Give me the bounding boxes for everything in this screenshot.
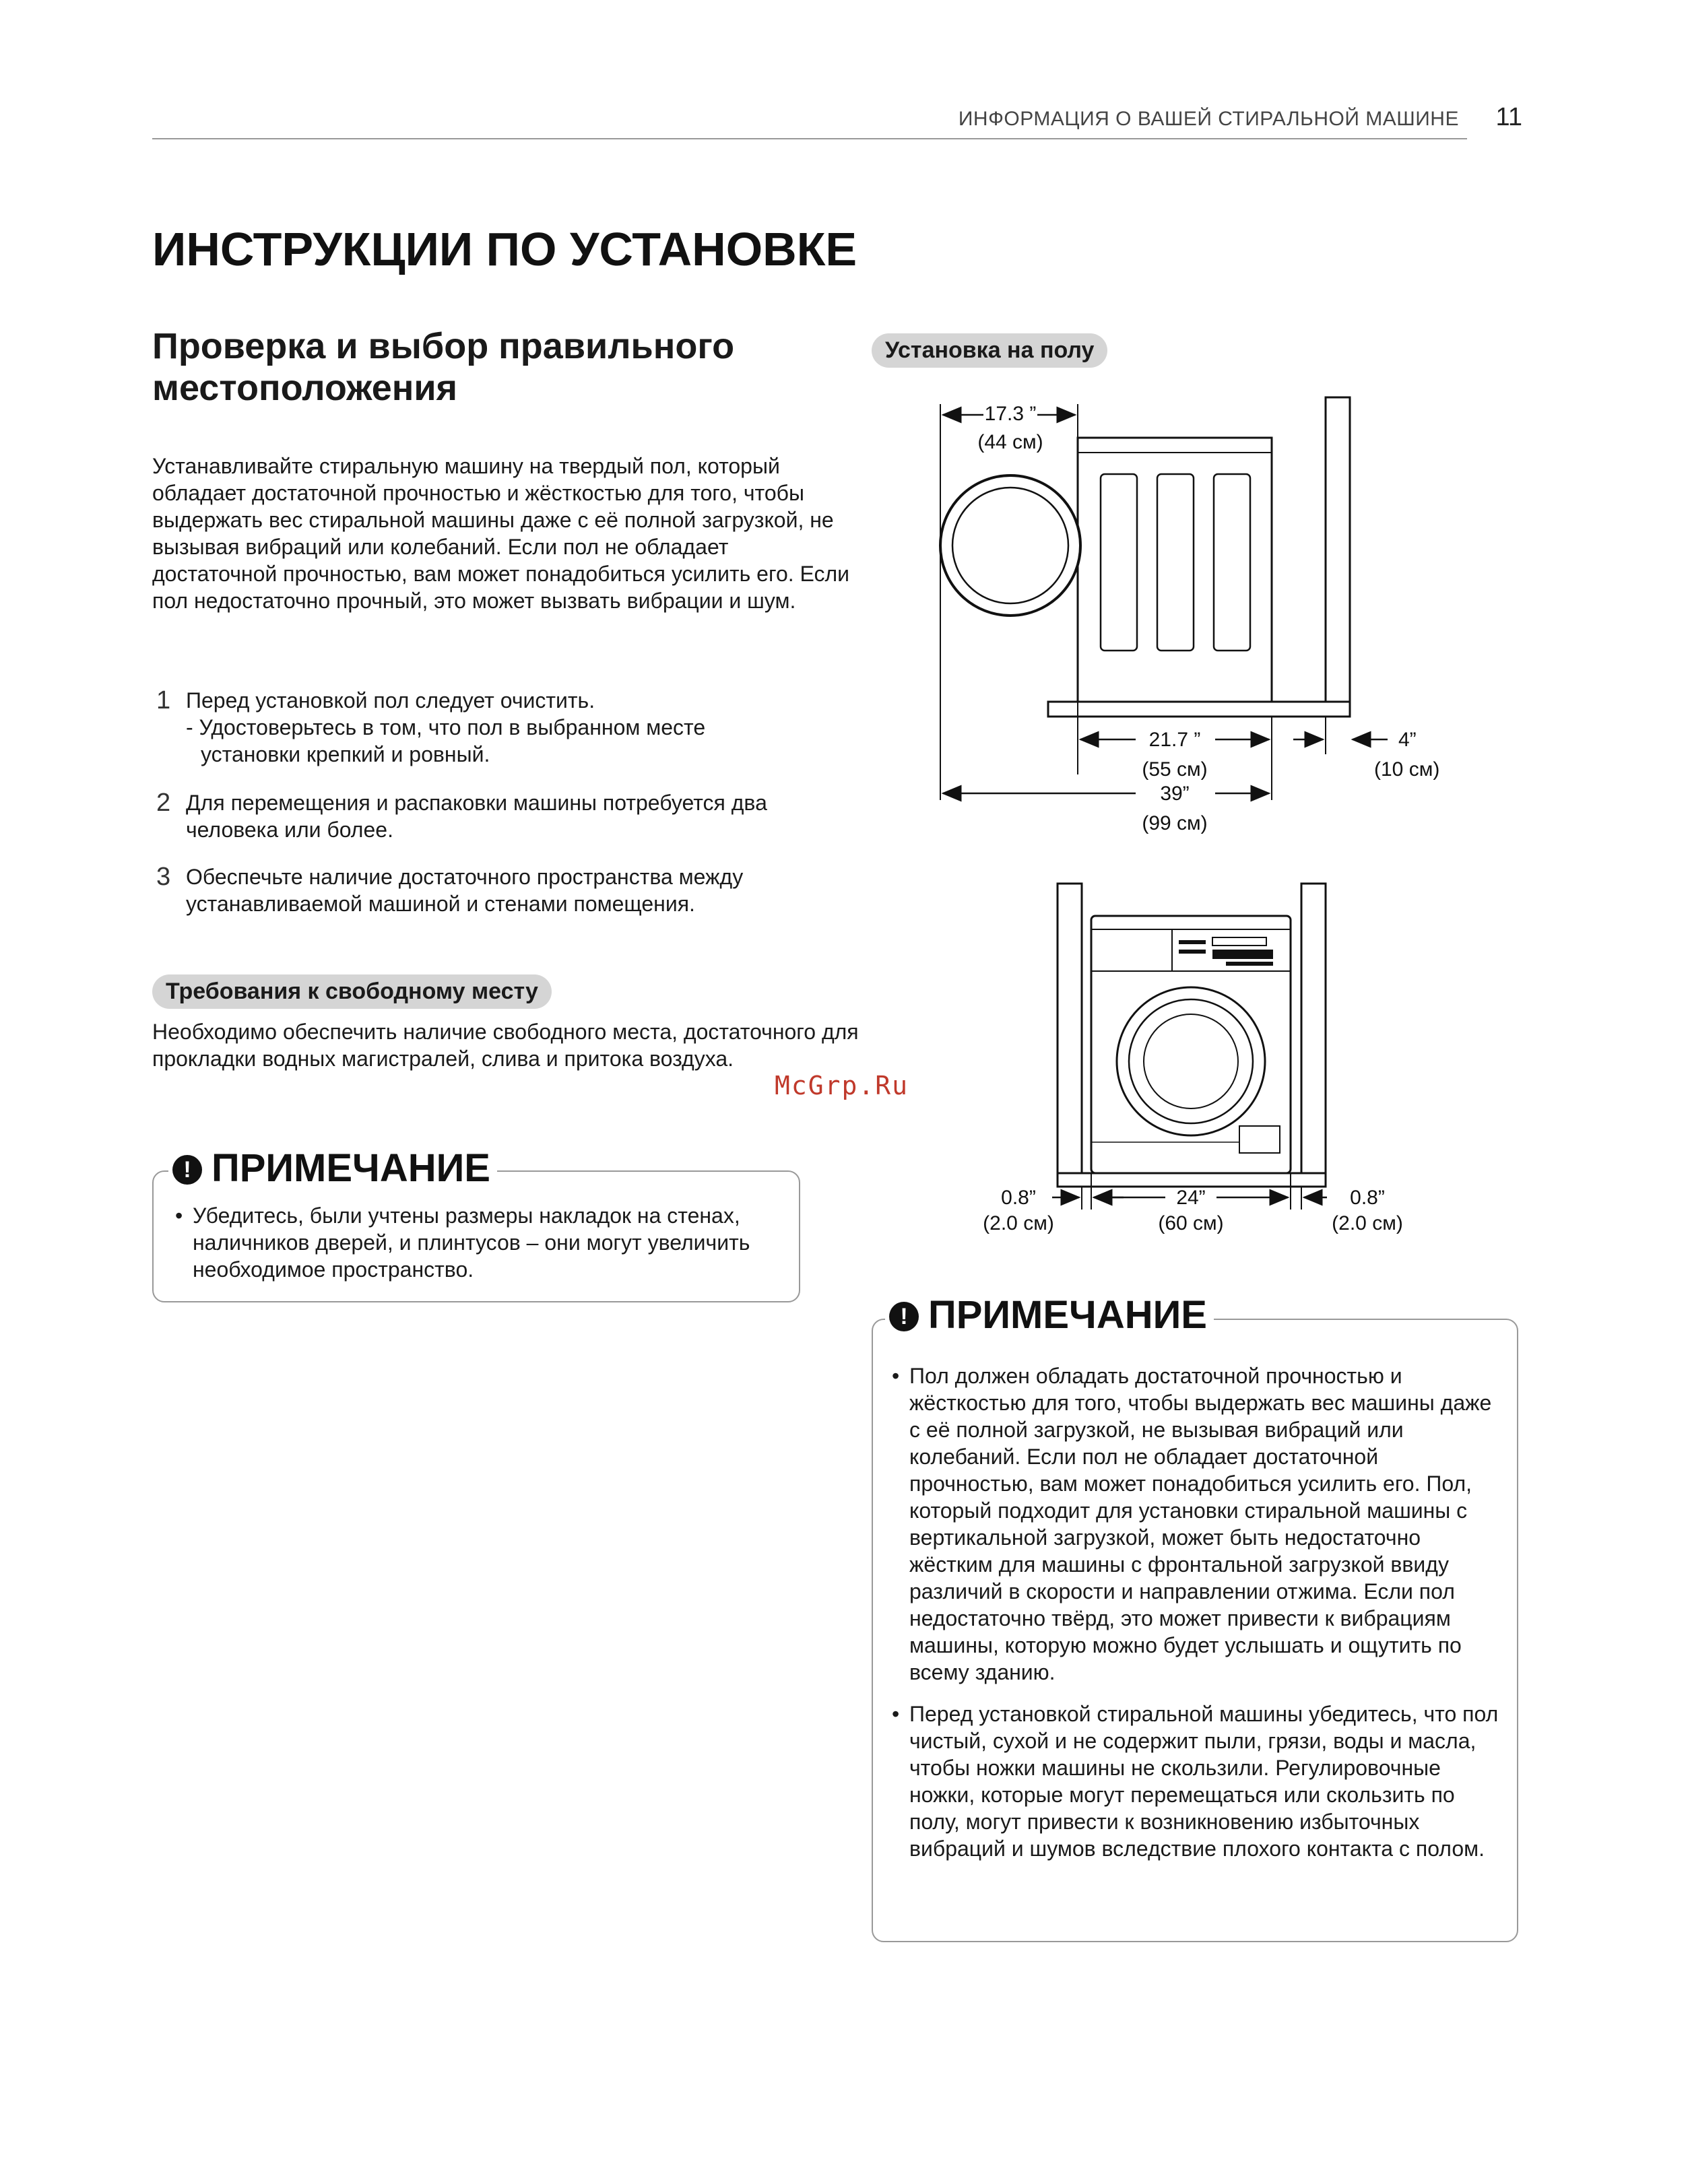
step-text: Обеспечьте наличие достаточного пространства между устанавливаемой машиной и стенами помещения. xyxy=(186,865,744,916)
dim-total-cm-label: (99 см) xyxy=(1142,812,1208,834)
note-bullet: • Убедитесь, были учтены размеры накладок на стенах, наличников дверей, и плинтусов – они могут увеличить необходимое пространство. xyxy=(174,1202,780,1283)
dim-left-cm-label: (2.0 см) xyxy=(983,1212,1054,1234)
front-view-diagram xyxy=(970,875,1428,1266)
floor-base xyxy=(1048,702,1350,717)
page-title: ИНСТРУКЦИИ ПО УСТАНОВКЕ xyxy=(152,223,857,275)
dim-gap-cm-label: (10 см) xyxy=(1374,758,1440,781)
dim-top-cm-label: (44 см) xyxy=(977,431,1043,453)
requirements-text: Необходимо обеспечить наличие свободного места, достаточного для прокладки водных магистралей, слива и притока воздуха. xyxy=(152,1020,859,1071)
step-number: 2 xyxy=(156,789,171,817)
floor-base xyxy=(1058,1173,1326,1187)
step-number: 1 xyxy=(156,686,171,715)
note-list-right xyxy=(890,1362,1502,1873)
intro-paragraph: Устанавливайте стиральную машину на твердый пол, который обладает достаточной прочностью и жёсткостью для того, чтобы выдержать вес стиральной машины даже с её полной загрузкой, не вызывая вибраций или колебаний. Если пол не обладает достаточной прочностью, вам может понадобиться усилить его. Если пол недостаточно прочный, это может вызвать вибрации и шум. xyxy=(152,454,850,613)
step-text: Для перемещения и распаковки машины потребуется два человека или более. xyxy=(186,791,767,842)
step-subtext: - Удостоверьтесь в том, что пол в выбранном месте xyxy=(186,715,706,739)
filter-cover xyxy=(1239,1126,1280,1153)
section-title: Проверка и выбор правильного местоположения xyxy=(152,326,735,408)
note-heading-left: ! ПРИМЕЧАНИЕ xyxy=(168,1148,497,1189)
dim-left-label: 0.8” xyxy=(1001,1187,1036,1209)
dim-total-label: 39” xyxy=(1160,783,1190,805)
exclamation-icon: ! xyxy=(889,1302,919,1331)
left-wall xyxy=(1058,884,1082,1185)
page-number: 11 xyxy=(1495,103,1522,131)
requirements-pill: Требования к свободному месту xyxy=(152,974,552,1009)
note-bullet: • Перед установкой стиральной машины убедитесь, что пол чистый, сухой и не содержит пыли, грязи, воды и масла, чтобы ножки машины не скользили. Регулировочные ножки, которые могут перемещаться или скользить по полу, могут привести к возникновению избыточных вибраций и шумов вследствие плохого контакта с полом. xyxy=(890,1700,1502,1862)
dim-gap-label: 4” xyxy=(1398,729,1417,751)
header-divider xyxy=(152,138,1467,139)
floor-install-pill: Установка на полу xyxy=(872,333,1107,368)
running-header: ИНФОРМАЦИЯ О ВАШЕЙ СТИРАЛЬНОЙ МАШИНЕ xyxy=(958,108,1459,130)
exclamation-icon: ! xyxy=(172,1155,202,1185)
step-3 xyxy=(152,863,853,917)
note-list-left xyxy=(174,1202,780,1294)
watermark: McGrp.Ru xyxy=(775,1071,909,1100)
dim-right-label: 0.8” xyxy=(1350,1187,1385,1209)
dim-width-cm-label: (60 см) xyxy=(1158,1212,1224,1234)
dim-top-label: 17.3 ” xyxy=(984,403,1037,425)
dim-width-label: 24” xyxy=(1176,1187,1206,1209)
note-bullet: • Пол должен обладать достаточной прочностью и жёсткостью для того, чтобы выдержать вес машины даже с её полной загрузкой, не вызывая вибраций или колебаний. Если пол не обладает достаточной прочностью, вам может понадобиться усилить его. Пол, который подходит для установки стиральной машины с вертикальной загрузкой, может быть недостаточно жёстким для машины с фронтальной загрузкой ввиду различий в скорости и направлении отжима. Если пол недостаточно твёрд, это может привести к вибрациям машины, которую можно будет услышать и ощутить по всему зданию. xyxy=(890,1362,1502,1686)
step-subtext-continued: установки крепкий и ровный. xyxy=(201,742,490,766)
step-number: 3 xyxy=(156,863,171,891)
dim-depth-label: 21.7 ” xyxy=(1148,729,1201,751)
dim-right-cm-label: (2.0 см) xyxy=(1332,1212,1403,1234)
step-text: Перед установкой пол следует очистить. xyxy=(186,688,595,713)
step-2 xyxy=(152,789,853,843)
step-1 xyxy=(152,687,853,768)
right-wall xyxy=(1301,884,1326,1185)
wall xyxy=(1326,397,1350,707)
note-heading-right: ! ПРИМЕЧАНИЕ xyxy=(885,1294,1214,1336)
side-view-diagram xyxy=(916,391,1441,849)
dim-depth-cm-label: (55 см) xyxy=(1142,758,1208,781)
